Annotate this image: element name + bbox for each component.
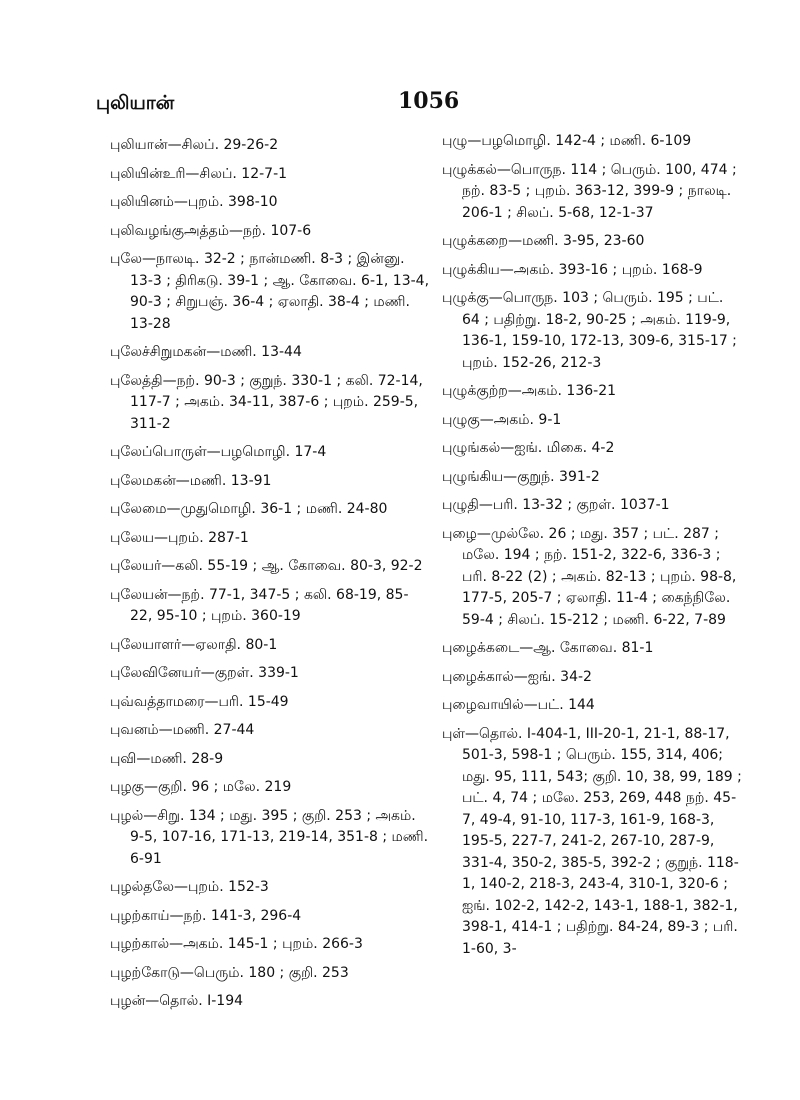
index-entry: புலே—நாலடி. 32-2 ; நான்மணி. 8-3 ; இன்னு. 13-3 ; திரிகடு. 39-1 ; ஆ. கோவை. 6-1, 13-4, 90-3 ; சிறுபஞ். 36-4 ; ஏலாதி. 38-4 ; மணி. 13-28 <box>110 251 430 332</box>
index-entry: புழுக்கிய—அகம். 393-16 ; புறம். 168-9 <box>442 261 703 278</box>
index-entry: புலேயன்—நற். 77-1, 347-5 ; கலி. 68-19, 85-22, 95-10 ; புறம். 360-19 <box>110 586 409 624</box>
index-entry: புலியினம்—புறம். 398-10 <box>110 194 278 210</box>
running-head: புலியான் <box>96 92 175 114</box>
index-entry: புழு—பழமொழி. 142-4 ; மணி. 6-109 <box>442 133 692 149</box>
index-entry: புழுதி—பரி. 13-32 ; குறள். 1037-1 <box>442 497 670 513</box>
index-entry: புழுங்கல்—ஐங். மிகை. 4-2 <box>442 440 615 456</box>
index-entry: புலேவினேயர்—குறள். 339-1 <box>110 665 299 681</box>
index-entry: புழகு—குறி. 96 ; மலே. 219 <box>110 779 292 795</box>
index-entry: புலேத்தி—நற். 90-3 ; குறுந். 330-1 ; கலி. 72-14, 117-7 ; அகம். 34-11, 387-6 ; புறம். 259-5, 311-2 <box>110 372 423 432</box>
index-entry: புழுகு—அகம். 9-1 <box>442 411 562 428</box>
index-entry: புவனம்—மணி. 27-44 <box>110 722 255 738</box>
index-entry: புழைக்கடை—ஆ. கோவை. 81-1 <box>442 640 654 656</box>
page-number: 1056 <box>398 88 460 114</box>
index-entry: புவ்வத்தாமரை—பரி. 15-49 <box>110 693 289 710</box>
index-entry: புழன்—தொல். I-194 <box>110 993 244 1009</box>
index-entry: புழற்காய்—நற். 141-3, 296-4 <box>110 907 302 924</box>
index-entry: புழற்கால்—அகம். 145-1 ; புறம். 266-3 <box>110 936 363 952</box>
index-entry: புலேப்பொருள்—பழமொழி. 17-4 <box>110 444 327 460</box>
index-entry: புழுக்கல்—பொருந. 114 ; பெரும். 100, 474 ; நற். 83-5 ; புறம். 363-12, 399-9 ; நாலடி. 206-1 ; சிலப். 5-68, 12-1-37 <box>442 161 737 221</box>
left-column <box>110 135 430 1020</box>
index-entry: புலேச்சிறுமகன்—மணி. 13-44 <box>110 344 302 360</box>
index-entry: புலிவழங்குஅத்தம்—நற். 107-6 <box>110 222 312 239</box>
index-entry: புழுக்கு—பொருந. 103 ; பெரும். 195 ; பட். 64 ; பதிற்று. 18-2, 90-25 ; அகம். 119-9, 136-1, 159-10, 172-13, 309-6, 315-17 ; புறம். 152-26, 212-3 <box>442 290 737 371</box>
index-entry: புள்—தொல். I-404-1, III-20-1, 21-1, 88-17, 501-3, 598-1 ; பெரும். 155, 314, 406; மது. 95, 111, 543; குறி. 10, 38, 99, 189 ; பட். 4, 74 ; மலே. 253, 269, 448 நற். 45-7, 49-4, 91-10, 117-3, 161-9, 168-3, 195-5, 227-7, 241-2, 267-10, 287-9, 331-4, 350-2, 385-5, 392-2 ; குறுந். 118-1, 140-2, 218-3, 243-4, 310-1, 320-6 ; ஐங். 102-2, 142-2, 143-1, 188-1, 382-1, 398-1, 414-1 ; பதிற்று. 84-24, 89-3 ; பரி. 1-60, 3- <box>442 725 742 957</box>
index-entry: புவி—மணி. 28-9 <box>110 750 224 767</box>
right-column <box>442 131 742 967</box>
index-entry: புழற்கோடு—பெரும். 180 ; குறி. 253 <box>110 964 349 981</box>
index-entry: புழைவாயில்—பட். 144 <box>442 697 595 713</box>
index-entry: புலேமகன்—மணி. 13-91 <box>110 472 272 489</box>
index-entry: புலேயாளர்—ஏலாதி. 80-1 <box>110 636 278 653</box>
index-entry: புழுக்குற்ற—அகம். 136-21 <box>442 383 617 399</box>
index-entry: புலேய—புறம். 287-1 <box>110 529 249 546</box>
index-entry: புழுக்கறை—மணி. 3-95, 23-60 <box>442 233 645 249</box>
index-entry: புழுங்கிய—குறுந். 391-2 <box>442 468 600 485</box>
index-entry: புழை—முல்லே. 26 ; மது. 357 ; பட். 287 ; மலே. 194 ; நற். 151-2, 322-6, 336-3 ; பரி. 8-22 (2) ; அகம். 82-13 ; புறம். 98-8, 177-5, 205-7 ; ஏலாதி. 11-4 ; கைந்நிலே. 59-4 ; சிலப். 15-212 ; மணி. 6-22, 7-89 <box>442 525 737 628</box>
index-entry: புழல்தலே—புறம். 152-3 <box>110 879 269 895</box>
index-entry: புழைக்கால்—ஐங். 34-2 <box>442 668 592 685</box>
index-entry: புலேயர்—கலி. 55-19 ; ஆ. கோவை. 80-3, 92-2 <box>110 558 423 574</box>
index-entry: புழல்—சிறு. 134 ; மது. 395 ; குறி. 253 ; அகம். 9-5, 107-16, 171-13, 219-14, 351-8 ; மணி. 6-91 <box>110 807 429 867</box>
index-entry: புலியின்உரி—சிலப். 12-7-1 <box>110 165 288 182</box>
index-entry: புலேமை—முதுமொழி. 36-1 ; மணி. 24-80 <box>110 501 388 517</box>
index-entry: புலியான்—சிலப். 29-26-2 <box>110 137 279 153</box>
